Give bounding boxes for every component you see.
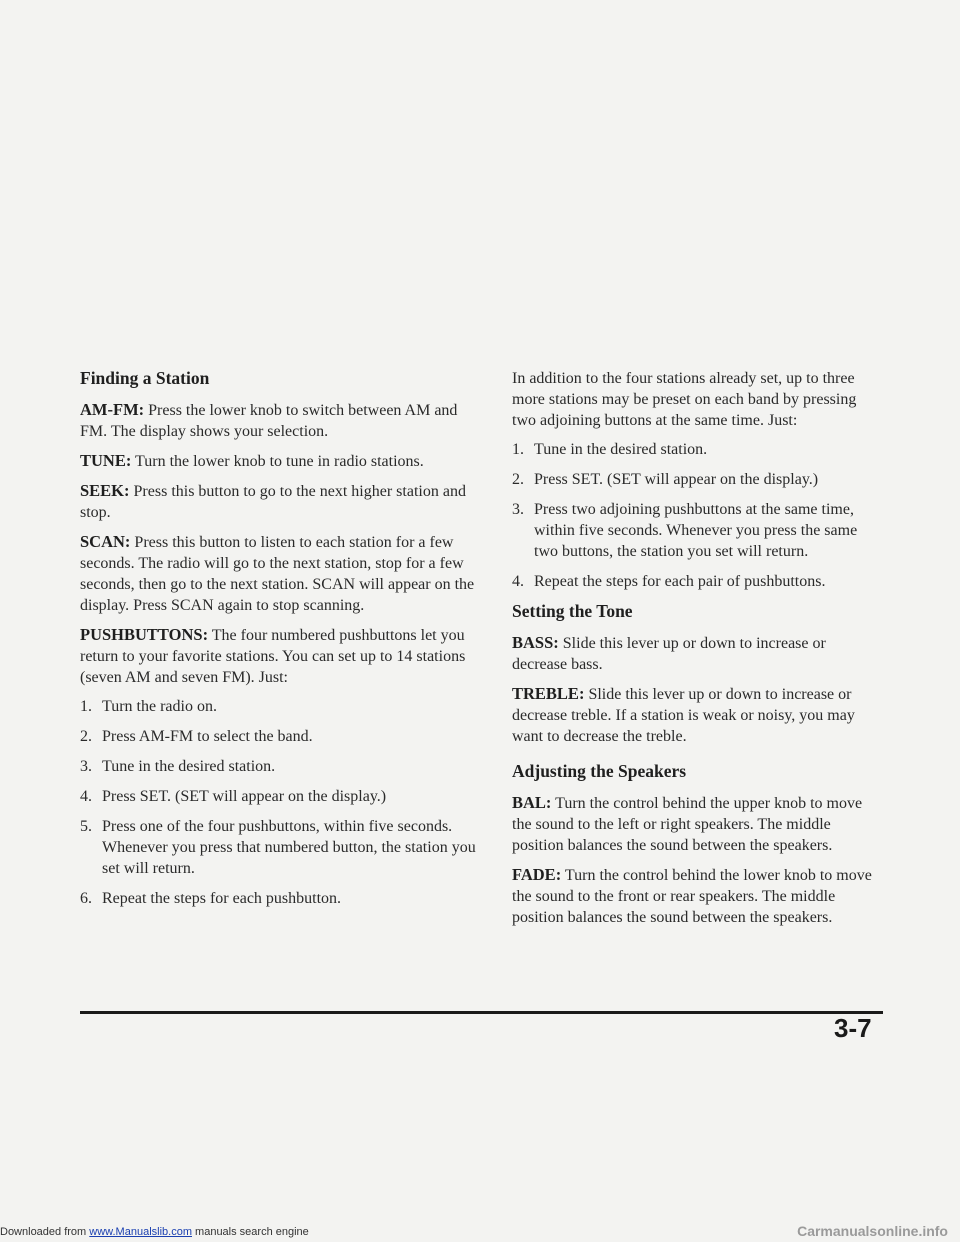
step-text: Tune in the desired station.	[534, 441, 708, 458]
entry-bass	[512, 632, 877, 675]
entry-tune	[80, 450, 480, 472]
term-label: TREBLE:	[512, 684, 585, 703]
step-text: Repeat the steps for each pushbutton.	[102, 890, 342, 907]
footer-suffix: manuals search engine	[191, 1226, 309, 1238]
entry-treble	[512, 683, 877, 747]
step-number: 3.	[80, 758, 92, 775]
entry-fade	[512, 864, 877, 928]
entry-text: Turn the lower knob to tune in radio stations.	[131, 453, 424, 470]
list-item	[512, 439, 877, 460]
intro-paragraph: In addition to the four stations already set, up to three more stations may be preset on each band by pressing two adjoining buttons at the same time. Just:	[512, 370, 857, 429]
list-item	[512, 499, 877, 562]
step-number: 4.	[512, 573, 524, 590]
term-label: PUSHBUTTONS:	[80, 625, 209, 644]
page-rule	[80, 1011, 883, 1014]
entry-scan	[80, 531, 480, 616]
step-text: Press two adjoining pushbuttons at the same time, within five seconds. Whenever you press the same two buttons, the station you set will return.	[534, 501, 858, 560]
list-item	[80, 726, 480, 747]
step-text: Press SET. (SET will appear on the display.)	[534, 471, 819, 488]
step-number: 1.	[512, 441, 524, 458]
step-text: Press one of the four pushbuttons, within five seconds. Whenever you press that numbered button, the station you set will return.	[102, 818, 476, 877]
manualslib-link[interactable]: www.Manualslib.com	[89, 1226, 192, 1238]
term-label: FADE:	[512, 865, 562, 884]
step-number: 2.	[512, 471, 524, 488]
list-item	[80, 816, 480, 879]
step-text: Turn the radio on.	[102, 698, 217, 715]
entry-text: Slide this lever up or down to increase or decrease treble. If a station is weak or noisy, you may want to decrease the treble.	[512, 686, 855, 745]
left-column	[80, 368, 480, 918]
list-item	[80, 756, 480, 777]
term-label: BAL:	[512, 793, 552, 812]
term-label: SEEK:	[80, 481, 130, 500]
entry-text: Turn the control behind the upper knob to move the sound to the left or right speakers. The middle position balances the sound between the speakers.	[512, 795, 863, 854]
page-number: 3-7	[834, 1013, 872, 1043]
step-number: 1.	[80, 698, 92, 715]
entry-text: The four numbered pushbuttons let you return to your favorite stations. You can set up to 14 stations (seven AM and seven FM). Just:	[80, 627, 466, 686]
step-number: 2.	[80, 728, 92, 745]
list-item	[80, 786, 480, 807]
step-text: Press SET. (SET will appear on the display.)	[102, 788, 387, 805]
step-text: Tune in the desired station.	[102, 758, 276, 775]
entry-am-fm	[80, 399, 480, 442]
preset-steps-list	[512, 439, 877, 592]
step-number: 4.	[80, 788, 92, 805]
footer-prefix: Downloaded from	[0, 1226, 90, 1238]
step-text: Press AM-FM to select the band.	[102, 728, 313, 745]
entry-bal	[512, 792, 877, 856]
step-text: Repeat the steps for each pair of pushbuttons.	[534, 573, 826, 590]
pushbutton-steps-list	[80, 696, 480, 909]
term-label: SCAN:	[80, 532, 131, 551]
entry-text: Turn the control behind the lower knob to move the sound to the front or rear speakers. The middle position balances the sound between the speakers.	[512, 867, 872, 926]
section-heading-setting-tone: Setting the Tone	[512, 601, 633, 621]
entry-text: Slide this lever up or down to increase or decrease bass.	[512, 635, 826, 673]
list-item	[512, 469, 877, 490]
footer-download-note	[0, 1226, 309, 1238]
entry-text: Press this button to go to the next higher station and stop.	[80, 483, 466, 521]
term-label: TUNE:	[80, 451, 132, 470]
term-label: AM-FM:	[80, 400, 145, 419]
section-heading-adjusting-speakers: Adjusting the Speakers	[512, 761, 687, 781]
entry-pushbuttons	[80, 624, 480, 688]
section-heading-finding-station: Finding a Station	[80, 368, 210, 388]
term-label: BASS:	[512, 633, 559, 652]
list-item	[80, 888, 480, 909]
step-number: 5.	[80, 818, 92, 835]
list-item	[512, 571, 877, 592]
step-number: 6.	[80, 890, 92, 907]
entry-text: Press the lower knob to switch between AM and FM. The display shows your selection.	[80, 402, 458, 440]
right-column	[512, 368, 877, 936]
watermark-text: Carmanualsonline.info	[797, 1223, 948, 1239]
entry-seek	[80, 480, 480, 523]
entry-text: Press this button to listen to each station for a few seconds. The radio will go to the next station, stop for a few seconds, then go to the next station. SCAN will appear on the display. Press SCAN again to stop scanning.	[80, 534, 475, 614]
step-number: 3.	[512, 501, 524, 518]
list-item	[80, 696, 480, 717]
